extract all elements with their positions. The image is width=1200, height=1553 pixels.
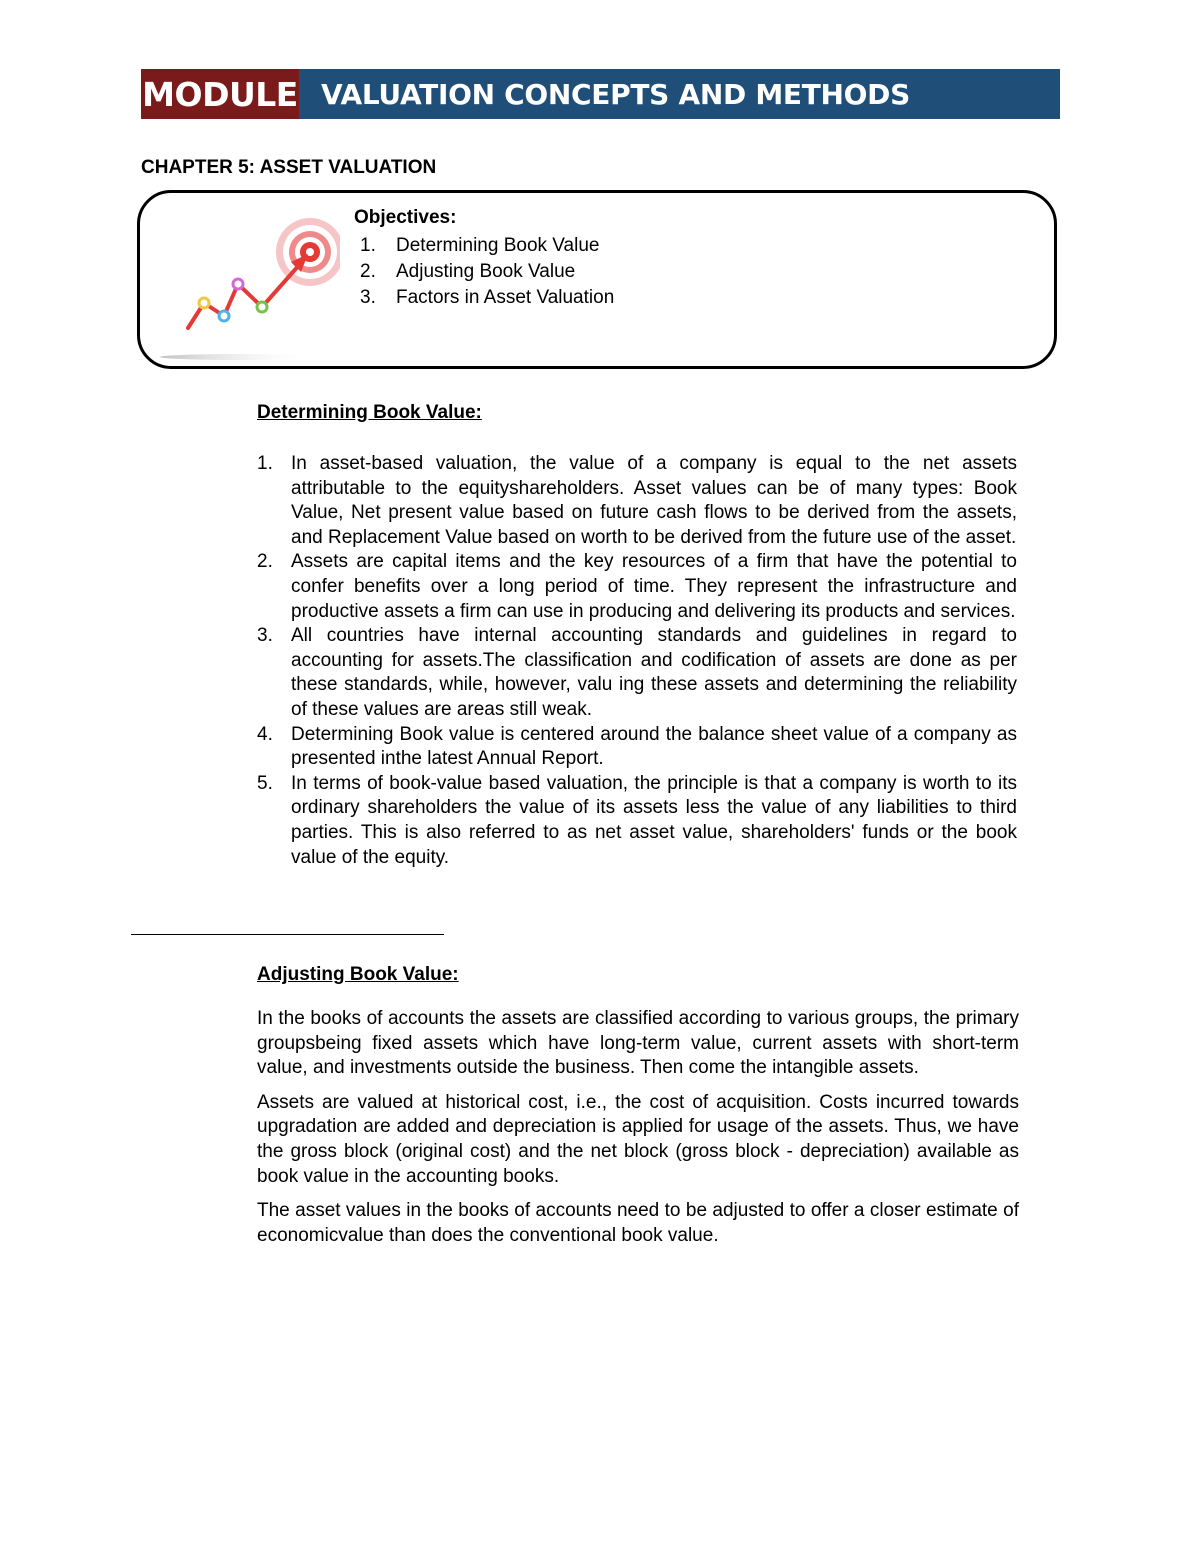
list-text: Determining Book value is centered around the balance sheet value of a company as presented inthe latest Annual Report. <box>291 723 1017 770</box>
objective-item <box>354 259 614 285</box>
list-item <box>257 772 1017 870</box>
objectives <box>354 207 614 311</box>
list-number: 4. <box>257 723 273 745</box>
module-label: MODULE <box>141 69 299 119</box>
module-banner <box>141 69 1060 119</box>
objective-number: 2. <box>360 261 376 282</box>
list-item <box>257 452 1017 550</box>
objective-item <box>354 233 614 259</box>
list-number: 5. <box>257 772 273 794</box>
list-number: 1. <box>257 453 273 474</box>
section-title-adjusting-book-value: Adjusting Book Value: <box>257 964 459 985</box>
list-item <box>257 723 1017 772</box>
paragraph: In the books of accounts the assets are classified according to various groups, the primary groupsbeing fixed assets which have long-term value, current assets with short-term value, and investments outside the business. Then come the intangible assets. <box>257 1008 1019 1079</box>
footnote-separator <box>131 934 444 935</box>
objective-item <box>354 285 614 311</box>
list-text: In asset-based valuation, the value of a company is equal to the net assets attributable to the equityshareholders. Asset values can be of many types: Book Value, Net present value based on future cash flows to be derived from the assets, and Replacement Value based on worth to be derived from the future use of the asset. <box>291 453 1017 548</box>
objective-text: Determining Book Value <box>396 235 600 256</box>
target-growth-chart-icon <box>160 212 340 362</box>
module-title: VALUATION CONCEPTS AND METHODS <box>321 77 910 111</box>
objective-number: 3. <box>360 287 376 308</box>
paragraph: The asset values in the books of accounts need to be adjusted to offer a closer estimate of economicvalue than does the conventional book value. <box>257 1200 1019 1246</box>
list-item <box>257 624 1017 722</box>
objectives-list <box>354 233 614 311</box>
list-number: 2. <box>257 551 273 573</box>
adjusting-book-value-paragraphs <box>257 1007 1019 1258</box>
objectives-heading: Objectives: <box>354 207 457 228</box>
section-title-determining-book-value: Determining Book Value: <box>257 402 482 423</box>
chapter-title: CHAPTER 5: ASSET VALUATION <box>141 157 437 178</box>
list-item <box>257 550 1017 624</box>
list-text: All countries have internal accounting standards and guidelines in regard to accounting for assets.The classification and codification of assets are done as per these standards, while, however, valu ing these assets and determining the reliability of these values are areas still weak. <box>291 625 1017 720</box>
objective-number: 1. <box>360 235 376 256</box>
determining-book-value-list <box>257 452 1017 870</box>
objective-text: Adjusting Book Value <box>396 261 576 282</box>
list-number: 3. <box>257 625 273 647</box>
list-text: In terms of book-value based valuation, the principle is that a company is worth to its ordinary shareholders the value of its assets less the value of any liabilities to third parties. This is also referred to as net asset value, shareholders' funds or the book value of the equity. <box>291 772 1017 868</box>
paragraph: Assets are valued at historical cost, i.e., the cost of acquisition. Costs incurred towards upgradation are added and depreciation is applied for usage of the assets. Thus, we have the gross block (original cost) and the net block (gross block - depreciation) available as book value in the accounting books. <box>257 1091 1019 1187</box>
list-text: Assets are capital items and the key resources of a firm that have the potential to confer benefits over a long period of time. They represent the infrastructure and productive assets a firm can use in producing and delivering its products and services. <box>291 551 1017 622</box>
objective-text: Factors in Asset Valuation <box>396 287 615 308</box>
